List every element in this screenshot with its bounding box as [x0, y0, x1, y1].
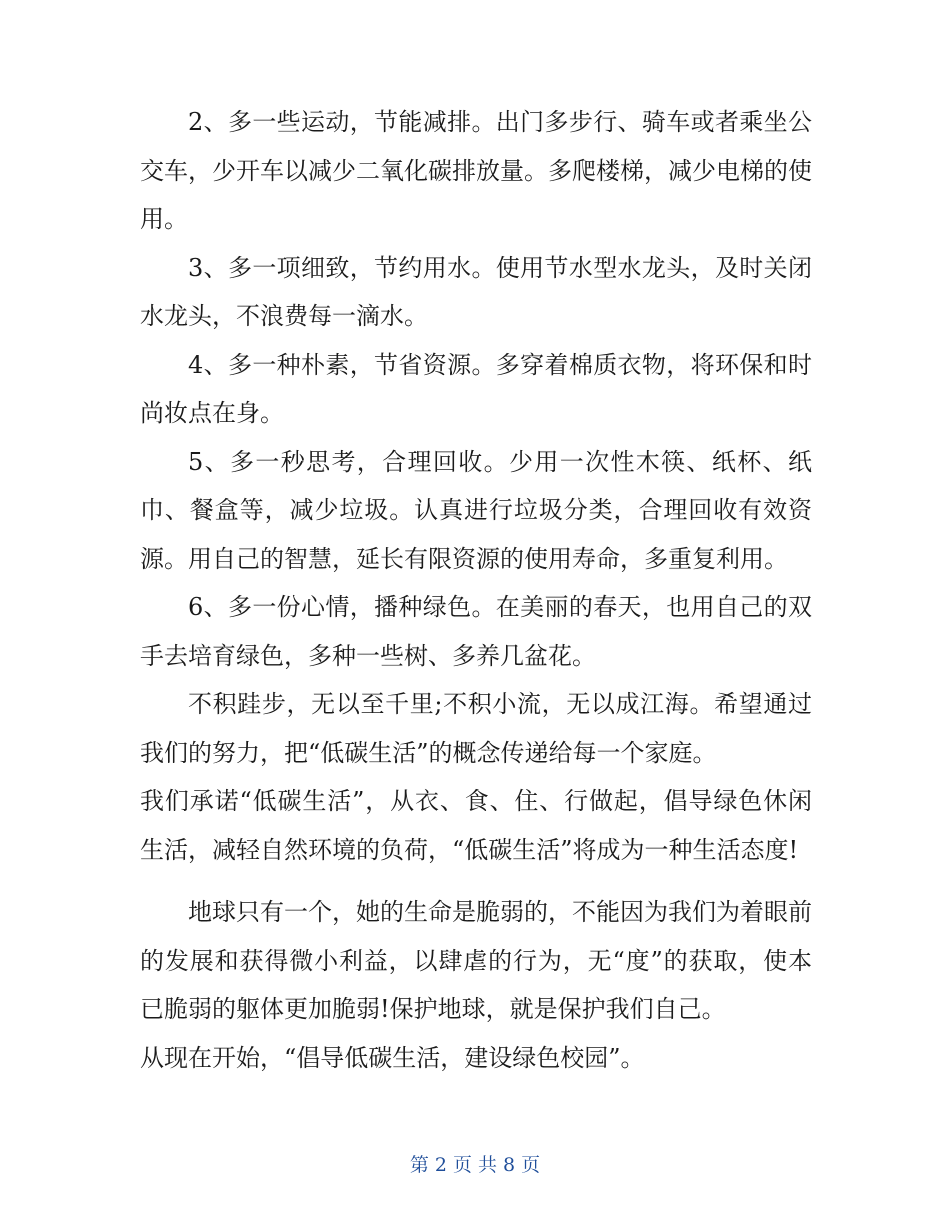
paragraph-planting: 6、多一份心情，播种绿色。在美丽的春天，也用自己的双手去培育绿色，多种一些树、多养几盆花。	[140, 593, 812, 670]
paragraph-water: 3、多一项细致，节约用水。使用节水型水龙头，及时关闭水龙头，不浪费每一滴水。	[140, 253, 812, 330]
paragraph-pledge: 我们承诺“低碳生活”，从衣、食、住、行做起，倡导绿色休闲生活，减轻自然环境的负荷，“低碳生活”将成为一种生活态度!	[140, 787, 812, 864]
paragraph-start-now: 从现在开始，“倡导低碳生活，建设绿色校园”。	[140, 1043, 645, 1072]
page-number-footer: 第 2 页 共 8 页	[409, 1154, 541, 1176]
paragraph-resources: 4、多一种朴素，节省资源。多穿着棉质衣物，将环保和时尚妆点在身。	[140, 350, 812, 427]
paragraph-exercise: 2、多一些运动，节能减排。出门多步行、骑车或者乘坐公交车，少开车以减少二氧化碳排放量。多爬楼梯，减少电梯的使用。	[140, 108, 812, 233]
paragraph-recycling: 5、多一秒思考，合理回收。少用一次性木筷、纸杯、纸巾、餐盒等，减少垃圾。认真进行垃圾分类，合理回收有效资源。用自己的智慧，延长有限资源的使用寿命，多重复利用。	[140, 447, 812, 573]
paragraph-earth: 地球只有一个，她的生命是脆弱的，不能因为我们为着眼前的发展和获得微小利益，以肆虐的行为，无“度”的获取，使本已脆弱的躯体更加脆弱!保护地球，就是保护我们自己。	[140, 898, 812, 1023]
document-body	[140, 98, 812, 1082]
paragraph-proverb: 不积跬步，无以至千里;不积小流，无以成江海。希望通过我们的努力，把“低碳生活”的概念传递给每一个家庭。	[140, 690, 812, 767]
